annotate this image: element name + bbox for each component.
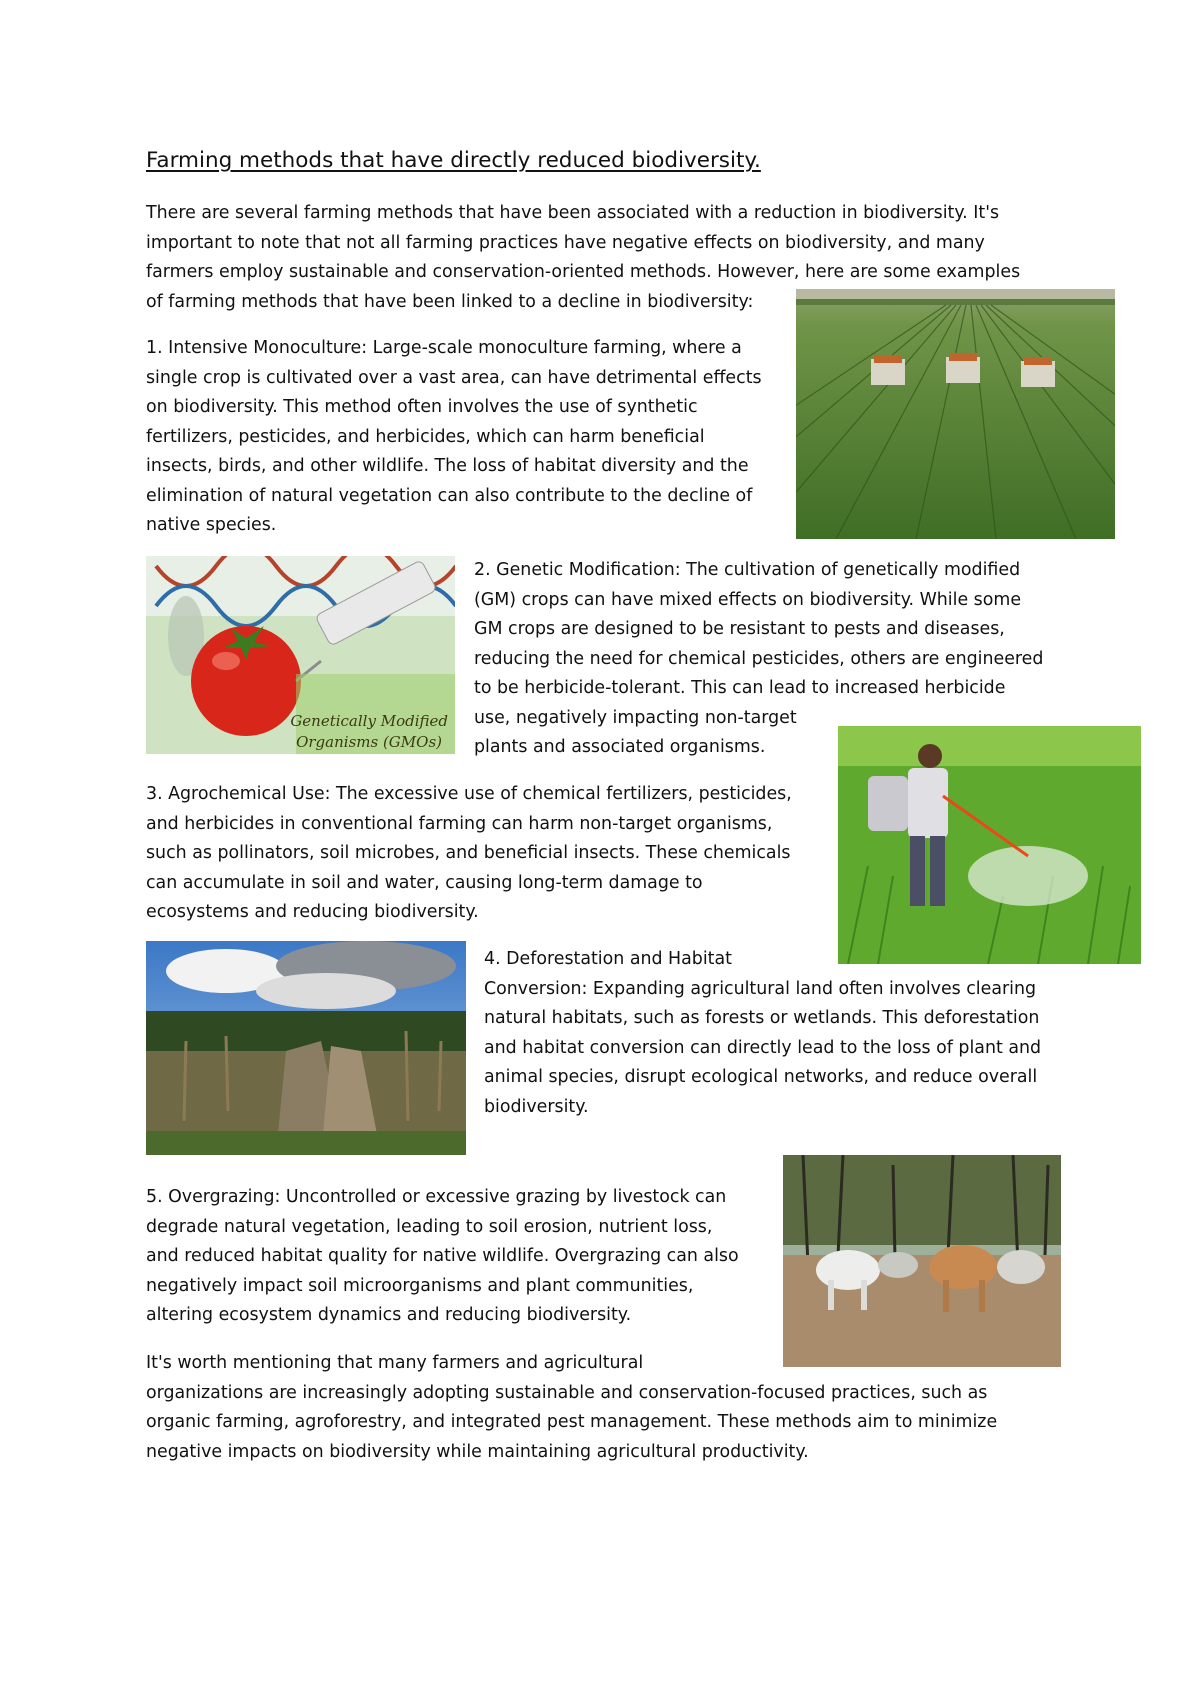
text-line: elimination of natural vegetation can also contribute to the decline of	[146, 485, 753, 506]
text-line: 2. Genetic Modification: The cultivation of genetically modified	[474, 560, 1021, 580]
text-line: It's worth mentioning that many farmers and agricultural	[146, 1353, 644, 1373]
text-line: can accumulate in soil and water, causing long-term damage to	[146, 872, 703, 893]
text-line: on biodiversity. This method often involves the use of synthetic	[146, 397, 698, 417]
gmo-caption-line: Genetically Modified	[290, 712, 448, 730]
text-line: negatively impact soil microorganisms and plant communities,	[146, 1275, 694, 1296]
text-line: single crop is cultivated over a vast area, can have detrimental effects	[146, 367, 762, 388]
text-line: such as pollinators, soil microbes, and beneficial insects. These chemicals	[146, 843, 791, 863]
closing-paragraph	[146, 1349, 997, 1467]
text-line: altering ecosystem dynamics and reducing biodiversity.	[146, 1305, 632, 1325]
text-line: to be herbicide-tolerant. This can lead to increased herbicide	[474, 678, 1006, 698]
overgrazing-cattle-image	[783, 1155, 1061, 1367]
gmo-tomato-image	[146, 556, 455, 754]
intro-line: of farming methods that have been linked to a decline in biodiversity:	[146, 291, 754, 312]
text-line: fertilizers, pesticides, and herbicides, which can harm beneficial	[146, 426, 705, 447]
text-line: insects, birds, and other wildlife. The loss of habitat diversity and the	[146, 456, 749, 476]
text-line: use, negatively impacting non-target	[474, 707, 797, 728]
text-line: ecosystems and reducing biodiversity.	[146, 902, 479, 922]
text-line: reducing the need for chemical pesticides, others are engineered	[474, 648, 1044, 669]
text-line: and herbicides in conventional farming can harm non-target organisms,	[146, 813, 773, 834]
gmo-caption-line: Organisms (GMOs)	[296, 733, 442, 751]
text-line: 3. Agrochemical Use: The excessive use of chemical fertilizers, pesticides,	[146, 784, 792, 804]
text-line: degrade natural vegetation, leading to soil erosion, nutrient loss,	[146, 1216, 713, 1237]
text-line: plants and associated organisms.	[474, 737, 766, 757]
text-line: 1. Intensive Monoculture: Large-scale monoculture farming, where a	[146, 338, 742, 358]
text-line: and habitat conversion can directly lead to the loss of plant and	[484, 1037, 1042, 1058]
section-deforestation	[484, 945, 1041, 1122]
intro-line: farmers employ sustainable and conservation-oriented methods. However, here are some examples	[146, 262, 1021, 282]
pesticide-spraying-image	[838, 726, 1141, 964]
text-line: biodiversity.	[484, 1096, 589, 1117]
document-title: Farming methods that have directly reduced biodiversity.	[146, 148, 761, 173]
section-agrochemical-use	[146, 780, 792, 928]
text-line: Conversion: Expanding agricultural land often involves clearing	[484, 978, 1037, 999]
text-line: 5. Overgrazing: Uncontrolled or excessive grazing by livestock can	[146, 1187, 727, 1207]
text-line: GM crops are designed to be resistant to pests and diseases,	[474, 619, 1005, 639]
text-line: natural habitats, such as forests or wetlands. This deforestation	[484, 1008, 1040, 1028]
text-line: organic farming, agroforestry, and integrated pest management. These methods aim to minimize	[146, 1412, 998, 1432]
text-line: native species.	[146, 515, 277, 535]
text-line: animal species, disrupt ecological networks, and reduce overall	[484, 1067, 1038, 1087]
deforestation-image	[146, 941, 466, 1155]
text-line: negative impacts on biodiversity while maintaining agricultural productivity.	[146, 1441, 809, 1462]
text-line: organizations are increasingly adopting sustainable and conservation-focused practices, such as	[146, 1382, 988, 1403]
text-line: and reduced habitat quality for native wildlife. Overgrazing can also	[146, 1246, 739, 1266]
intro-line: important to note that not all farming practices have negative effects on biodiversity, and many	[146, 232, 985, 253]
section-overgrazing	[146, 1183, 739, 1331]
text-line: 4. Deforestation and Habitat	[484, 949, 732, 969]
monoculture-field-image	[796, 289, 1115, 539]
intro-line: There are several farming methods that have been associated with a reduction in biodiversity. It's	[146, 203, 1000, 223]
section-monoculture	[146, 334, 762, 541]
text-line: (GM) crops can have mixed effects on biodiversity. While some	[474, 589, 1022, 610]
